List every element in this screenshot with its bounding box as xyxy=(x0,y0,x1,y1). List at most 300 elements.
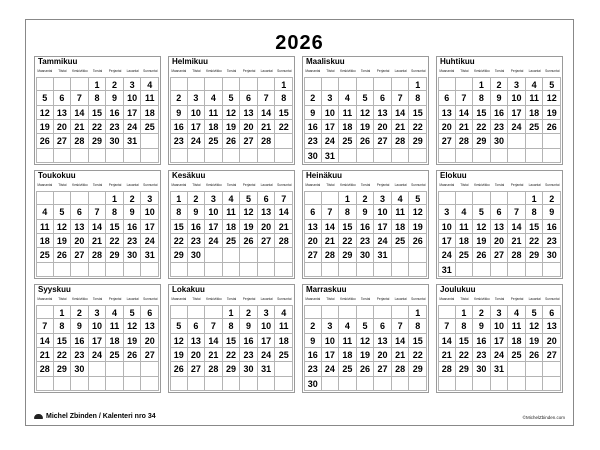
day-cell: 2 xyxy=(188,191,206,205)
day-cell: 22 xyxy=(456,348,474,362)
empty-cell xyxy=(526,263,544,277)
weekday-label: Perjantai xyxy=(108,183,122,187)
month-name: Lokakuu xyxy=(172,285,205,294)
day-cell: 17 xyxy=(322,348,340,362)
day-cell: 1 xyxy=(526,191,544,205)
day-cell: 3 xyxy=(438,205,456,219)
day-grid xyxy=(438,305,561,391)
day-cell: 3 xyxy=(491,305,509,319)
day-cell: 30 xyxy=(240,362,258,376)
empty-cell xyxy=(357,77,375,91)
day-cell: 25 xyxy=(392,234,410,248)
day-cell: 14 xyxy=(322,220,340,234)
day-cell: 25 xyxy=(141,120,159,134)
day-cell: 13 xyxy=(71,220,89,234)
day-cell: 14 xyxy=(456,106,474,120)
day-cell: 16 xyxy=(240,334,258,348)
day-cell: 2 xyxy=(106,77,124,91)
day-cell: 1 xyxy=(409,77,427,91)
day-cell: 6 xyxy=(438,91,456,105)
day-cell: 31 xyxy=(491,362,509,376)
day-cell: 3 xyxy=(188,91,206,105)
empty-cell xyxy=(170,305,188,319)
day-cell: 3 xyxy=(322,319,340,333)
empty-cell xyxy=(89,263,107,277)
weekday-label: Torstai xyxy=(226,183,237,187)
day-cell: 31 xyxy=(124,134,142,148)
empty-cell xyxy=(322,191,340,205)
day-cell: 13 xyxy=(543,319,561,333)
day-cell: 3 xyxy=(374,191,392,205)
empty-cell xyxy=(392,149,410,163)
weekday-label: Sunnuntai xyxy=(143,69,158,73)
month-name: Marraskuu xyxy=(306,285,347,294)
weekday-label: Lauantai xyxy=(126,297,139,301)
empty-cell xyxy=(543,134,561,148)
weekday-label: Sunnuntai xyxy=(545,297,560,301)
weekday-label: Lauantai xyxy=(528,69,541,73)
day-cell: 19 xyxy=(473,234,491,248)
day-cell: 13 xyxy=(188,334,206,348)
day-cell: 26 xyxy=(543,120,561,134)
empty-cell xyxy=(71,149,89,163)
day-cell: 8 xyxy=(409,91,427,105)
weekday-label: Maanantai xyxy=(439,297,455,301)
day-cell: 12 xyxy=(223,106,241,120)
empty-cell xyxy=(409,149,427,163)
weekday-label: Perjantai xyxy=(108,69,122,73)
day-cell: 17 xyxy=(141,220,159,234)
day-cell: 20 xyxy=(54,120,72,134)
day-cell: 28 xyxy=(456,134,474,148)
empty-cell xyxy=(36,305,54,319)
calendar-page xyxy=(25,19,574,426)
day-cell: 2 xyxy=(71,305,89,319)
empty-cell xyxy=(508,362,526,376)
day-cell: 30 xyxy=(106,134,124,148)
day-cell: 6 xyxy=(54,91,72,105)
day-cell: 1 xyxy=(275,77,293,91)
empty-cell xyxy=(456,149,474,163)
weekday-label: Maanantai xyxy=(171,183,187,187)
empty-cell xyxy=(106,362,124,376)
day-cell: 10 xyxy=(322,334,340,348)
empty-cell xyxy=(374,305,392,319)
day-cell: 26 xyxy=(240,234,258,248)
day-cell: 17 xyxy=(508,106,526,120)
day-cell: 19 xyxy=(223,120,241,134)
day-cell: 15 xyxy=(409,106,427,120)
day-cell: 11 xyxy=(392,205,410,219)
day-cell: 26 xyxy=(526,348,544,362)
day-cell: 24 xyxy=(491,348,509,362)
day-cell: 21 xyxy=(456,120,474,134)
day-cell: 9 xyxy=(188,205,206,219)
day-cell: 16 xyxy=(304,120,322,134)
day-cell: 8 xyxy=(473,91,491,105)
day-cell: 16 xyxy=(124,220,142,234)
day-cell: 6 xyxy=(188,319,206,333)
weekday-label: Keskiviikko xyxy=(474,183,490,187)
day-cell: 30 xyxy=(543,248,561,262)
day-cell: 21 xyxy=(508,234,526,248)
day-cell: 5 xyxy=(223,91,241,105)
empty-cell xyxy=(258,149,276,163)
weekday-header xyxy=(304,68,427,75)
day-cell: 27 xyxy=(141,348,159,362)
day-cell: 1 xyxy=(89,77,107,91)
weekday-label: Perjantai xyxy=(242,69,256,73)
weekday-label: Sunnuntai xyxy=(143,183,158,187)
day-cell: 9 xyxy=(124,205,142,219)
weekday-label: Perjantai xyxy=(510,297,524,301)
day-cell: 15 xyxy=(409,334,427,348)
empty-cell xyxy=(526,134,544,148)
empty-cell xyxy=(339,263,357,277)
day-cell: 22 xyxy=(106,234,124,248)
day-cell: 28 xyxy=(71,134,89,148)
day-cell: 29 xyxy=(409,134,427,148)
empty-cell xyxy=(392,377,410,391)
day-cell: 18 xyxy=(36,234,54,248)
empty-cell xyxy=(36,191,54,205)
day-cell: 19 xyxy=(170,348,188,362)
day-cell: 12 xyxy=(170,334,188,348)
day-cell: 26 xyxy=(54,248,72,262)
day-cell: 2 xyxy=(357,191,375,205)
day-cell: 5 xyxy=(357,319,375,333)
day-cell: 2 xyxy=(543,191,561,205)
day-cell: 20 xyxy=(543,334,561,348)
day-cell: 25 xyxy=(339,362,357,376)
day-cell: 18 xyxy=(392,220,410,234)
day-cell: 29 xyxy=(339,248,357,262)
empty-cell xyxy=(526,149,544,163)
day-cell: 8 xyxy=(275,91,293,105)
weekday-header xyxy=(170,68,293,75)
empty-cell xyxy=(71,77,89,91)
day-cell: 29 xyxy=(170,248,188,262)
day-cell: 10 xyxy=(89,319,107,333)
day-cell: 11 xyxy=(508,319,526,333)
empty-cell xyxy=(124,149,142,163)
day-cell: 17 xyxy=(322,120,340,134)
day-cell: 19 xyxy=(526,334,544,348)
day-cell: 17 xyxy=(188,120,206,134)
day-cell: 6 xyxy=(71,205,89,219)
day-cell: 19 xyxy=(357,120,375,134)
weekday-label: Torstai xyxy=(494,183,505,187)
day-cell: 7 xyxy=(275,191,293,205)
day-cell: 25 xyxy=(456,248,474,262)
day-cell: 27 xyxy=(258,234,276,248)
empty-cell xyxy=(188,305,206,319)
empty-cell xyxy=(322,263,340,277)
day-cell: 3 xyxy=(205,191,223,205)
empty-cell xyxy=(223,377,241,391)
weekday-header xyxy=(304,182,427,189)
day-cell: 25 xyxy=(106,348,124,362)
day-cell: 14 xyxy=(275,205,293,219)
empty-cell xyxy=(54,149,72,163)
day-cell: 23 xyxy=(473,348,491,362)
weekday-label: Tiistai xyxy=(58,297,67,301)
weekday-label: Lauantai xyxy=(528,297,541,301)
day-cell: 1 xyxy=(54,305,72,319)
day-cell: 9 xyxy=(240,319,258,333)
day-cell: 29 xyxy=(223,362,241,376)
empty-cell xyxy=(188,77,206,91)
day-cell: 6 xyxy=(543,305,561,319)
weekday-label: Tiistai xyxy=(326,69,335,73)
weekday-label: Lauantai xyxy=(126,183,139,187)
day-cell: 16 xyxy=(188,220,206,234)
empty-cell xyxy=(543,362,561,376)
empty-cell xyxy=(54,377,72,391)
day-cell: 20 xyxy=(374,348,392,362)
day-cell: 7 xyxy=(36,319,54,333)
day-cell: 1 xyxy=(170,191,188,205)
day-cell: 16 xyxy=(304,348,322,362)
weekday-label: Keskiviikko xyxy=(206,297,222,301)
day-grid xyxy=(170,305,293,391)
weekday-label: Maanantai xyxy=(305,183,321,187)
day-cell: 31 xyxy=(141,248,159,262)
day-cell: 6 xyxy=(374,319,392,333)
day-cell: 5 xyxy=(54,205,72,219)
day-cell: 18 xyxy=(526,106,544,120)
weekday-label: Keskiviikko xyxy=(72,297,88,301)
day-cell: 15 xyxy=(223,334,241,348)
day-cell: 12 xyxy=(543,91,561,105)
day-cell: 21 xyxy=(275,220,293,234)
day-grid xyxy=(36,77,159,163)
day-cell: 23 xyxy=(240,348,258,362)
weekday-label: Perjantai xyxy=(376,69,390,73)
day-cell: 12 xyxy=(357,106,375,120)
day-cell: 24 xyxy=(322,362,340,376)
weekday-label: Tiistai xyxy=(326,183,335,187)
day-cell: 8 xyxy=(170,205,188,219)
footer-site: ©MichelZbinden.com xyxy=(522,415,565,420)
day-cell: 28 xyxy=(508,248,526,262)
day-cell: 23 xyxy=(188,234,206,248)
day-cell: 24 xyxy=(374,234,392,248)
day-cell: 18 xyxy=(223,220,241,234)
day-cell: 9 xyxy=(473,319,491,333)
calendar-year: 2026 xyxy=(275,32,324,54)
empty-cell xyxy=(322,377,340,391)
weekday-header xyxy=(438,68,561,75)
weekday-label: Maanantai xyxy=(305,297,321,301)
day-cell: 14 xyxy=(258,106,276,120)
day-cell: 7 xyxy=(322,205,340,219)
empty-cell xyxy=(124,377,142,391)
day-cell: 24 xyxy=(205,234,223,248)
day-cell: 22 xyxy=(339,234,357,248)
weekday-label: Keskiviikko xyxy=(474,69,490,73)
day-cell: 31 xyxy=(322,149,340,163)
day-cell: 20 xyxy=(240,120,258,134)
month-name: Kesäkuu xyxy=(172,171,206,180)
weekday-label: Sunnuntai xyxy=(277,183,292,187)
day-cell: 3 xyxy=(141,191,159,205)
day-cell: 25 xyxy=(36,248,54,262)
day-cell: 25 xyxy=(205,134,223,148)
day-cell: 23 xyxy=(543,234,561,248)
day-cell: 16 xyxy=(357,220,375,234)
day-cell: 11 xyxy=(456,220,474,234)
day-cell: 21 xyxy=(89,234,107,248)
day-cell: 31 xyxy=(374,248,392,262)
day-cell: 24 xyxy=(124,120,142,134)
day-cell: 15 xyxy=(170,220,188,234)
day-cell: 7 xyxy=(392,319,410,333)
empty-cell xyxy=(36,77,54,91)
empty-cell xyxy=(188,377,206,391)
empty-cell xyxy=(392,248,410,262)
empty-cell xyxy=(456,191,474,205)
day-cell: 6 xyxy=(374,91,392,105)
empty-cell xyxy=(438,149,456,163)
day-cell: 23 xyxy=(124,234,142,248)
empty-cell xyxy=(275,248,293,262)
day-cell: 26 xyxy=(357,362,375,376)
day-cell: 10 xyxy=(508,91,526,105)
day-cell: 8 xyxy=(106,205,124,219)
weekday-label: Torstai xyxy=(494,297,505,301)
day-cell: 15 xyxy=(54,334,72,348)
day-cell: 29 xyxy=(409,362,427,376)
weekday-label: Maanantai xyxy=(171,69,187,73)
day-cell: 30 xyxy=(188,248,206,262)
day-cell: 9 xyxy=(357,205,375,219)
day-cell: 5 xyxy=(526,305,544,319)
day-cell: 17 xyxy=(374,220,392,234)
day-cell: 7 xyxy=(438,319,456,333)
day-cell: 23 xyxy=(491,120,509,134)
empty-cell xyxy=(392,305,410,319)
day-cell: 10 xyxy=(141,205,159,219)
day-cell: 2 xyxy=(240,305,258,319)
empty-cell xyxy=(339,377,357,391)
empty-cell xyxy=(473,377,491,391)
empty-cell xyxy=(491,263,509,277)
day-cell: 19 xyxy=(409,220,427,234)
day-cell: 22 xyxy=(526,234,544,248)
weekday-label: Lauantai xyxy=(126,69,139,73)
weekday-label: Tiistai xyxy=(460,297,469,301)
empty-cell xyxy=(124,263,142,277)
weekday-header xyxy=(438,296,561,303)
day-cell: 14 xyxy=(438,334,456,348)
day-cell: 23 xyxy=(106,120,124,134)
day-cell: 8 xyxy=(54,319,72,333)
day-cell: 25 xyxy=(339,134,357,148)
day-cell: 3 xyxy=(508,77,526,91)
day-cell: 16 xyxy=(170,120,188,134)
empty-cell xyxy=(89,191,107,205)
day-cell: 26 xyxy=(124,348,142,362)
day-cell: 11 xyxy=(339,106,357,120)
day-cell: 7 xyxy=(456,91,474,105)
weekday-label: Torstai xyxy=(360,297,371,301)
empty-cell xyxy=(89,149,107,163)
day-cell: 15 xyxy=(275,106,293,120)
day-cell: 9 xyxy=(71,319,89,333)
author-text: Michel Zbinden / Kalenteri nro 34 xyxy=(46,413,156,420)
day-cell: 19 xyxy=(240,220,258,234)
day-cell: 12 xyxy=(357,334,375,348)
day-cell: 29 xyxy=(106,248,124,262)
day-cell: 11 xyxy=(526,91,544,105)
day-cell: 13 xyxy=(374,334,392,348)
day-cell: 6 xyxy=(491,205,509,219)
empty-cell xyxy=(258,263,276,277)
weekday-label: Perjantai xyxy=(242,297,256,301)
day-cell: 5 xyxy=(543,77,561,91)
empty-cell xyxy=(71,377,89,391)
day-cell: 3 xyxy=(258,305,276,319)
day-cell: 15 xyxy=(526,220,544,234)
day-cell: 10 xyxy=(322,106,340,120)
weekday-label: Sunnuntai xyxy=(411,297,426,301)
day-cell: 17 xyxy=(205,220,223,234)
empty-cell xyxy=(170,377,188,391)
empty-cell xyxy=(409,248,427,262)
empty-cell xyxy=(188,149,206,163)
empty-cell xyxy=(508,191,526,205)
empty-cell xyxy=(438,305,456,319)
day-cell: 4 xyxy=(205,91,223,105)
day-cell: 23 xyxy=(170,134,188,148)
weekday-label: Keskiviikko xyxy=(206,69,222,73)
day-cell: 22 xyxy=(223,348,241,362)
day-cell: 27 xyxy=(374,362,392,376)
day-cell: 31 xyxy=(438,263,456,277)
day-cell: 13 xyxy=(54,106,72,120)
weekday-label: Lauantai xyxy=(260,183,273,187)
weekday-label: Keskiviikko xyxy=(340,183,356,187)
weekday-label: Perjantai xyxy=(242,183,256,187)
empty-cell xyxy=(508,263,526,277)
day-cell: 13 xyxy=(258,205,276,219)
weekday-header xyxy=(36,296,159,303)
weekday-label: Maanantai xyxy=(37,183,53,187)
day-cell: 12 xyxy=(54,220,72,234)
empty-cell xyxy=(473,191,491,205)
day-cell: 12 xyxy=(473,220,491,234)
day-cell: 8 xyxy=(339,205,357,219)
empty-cell xyxy=(491,149,509,163)
day-cell: 4 xyxy=(141,77,159,91)
day-cell: 3 xyxy=(124,77,142,91)
weekday-label: Tiistai xyxy=(192,69,201,73)
day-cell: 14 xyxy=(71,106,89,120)
day-cell: 26 xyxy=(36,134,54,148)
empty-cell xyxy=(339,149,357,163)
month-block xyxy=(436,284,563,393)
day-cell: 12 xyxy=(124,319,142,333)
day-cell: 15 xyxy=(473,106,491,120)
empty-cell xyxy=(258,248,276,262)
day-cell: 4 xyxy=(223,191,241,205)
day-cell: 24 xyxy=(258,348,276,362)
day-cell: 8 xyxy=(456,319,474,333)
day-cell: 5 xyxy=(357,91,375,105)
weekday-label: Maanantai xyxy=(37,297,53,301)
month-block xyxy=(302,56,429,165)
